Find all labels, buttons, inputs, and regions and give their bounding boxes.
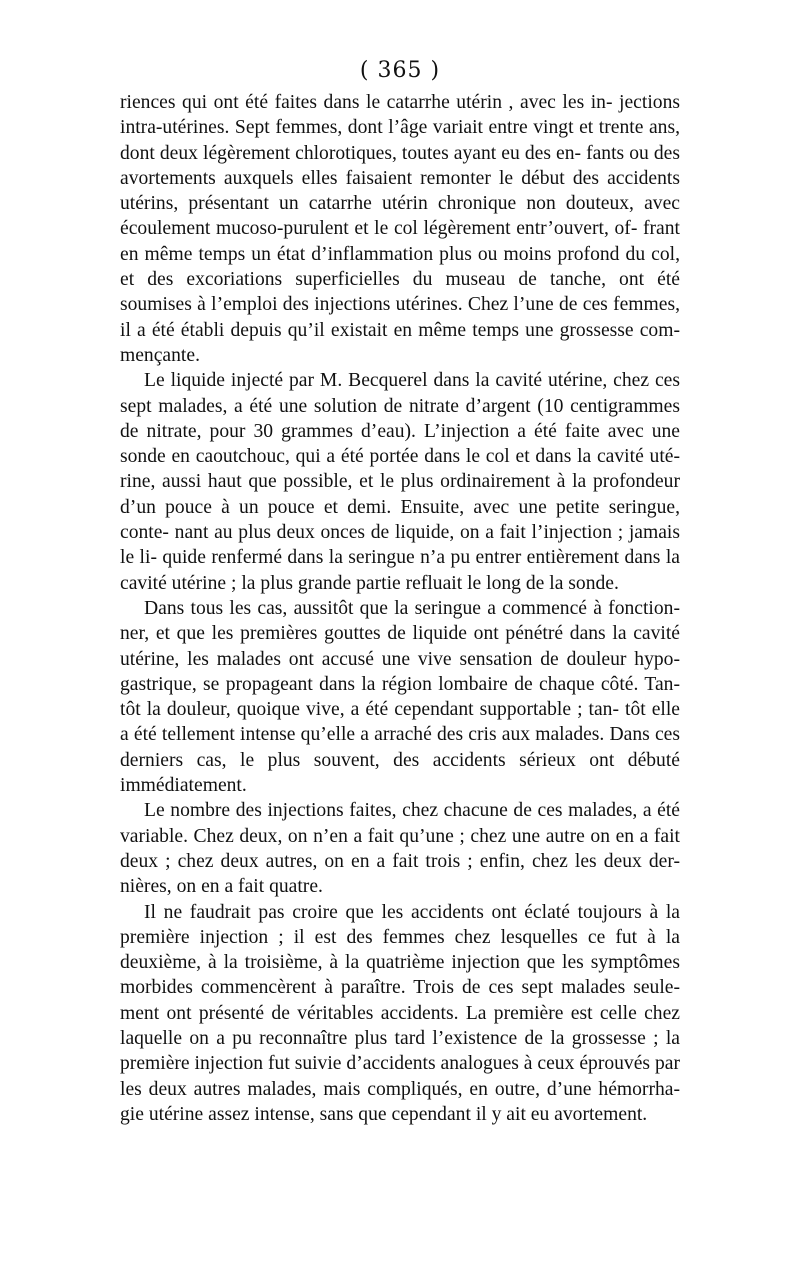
page-number: ( 365 ) xyxy=(359,58,441,83)
body-text xyxy=(120,90,680,1127)
paragraph: Il ne faudrait pas croire que les accidents ont éclaté toujours à la première injection ; il est des femmes chez lesquelles ce fut à la deuxième, à la troisième, à la quatrième injection que les symptômes morbides commencèrent à paraître. Trois de ces sept malades seule- ment ont présenté de véritables accidents. La première est celle chez laquelle on a pu reconnaître plus tard l’existence de la grossesse ; la première injection fut suivie d’accidents analogues à ceux éprouvés par les deux autres malades, mais compliqués, en outre, d’une hémorrha- gie utérine assez intense, sans que cependant il y ait eu avortement. xyxy=(120,901,680,1125)
paragraph: riences qui ont été faites dans le catarrhe utérin , avec les in- jections intra-utérines. Sept femmes, dont l’âge variait entre vingt et trente ans, dont deux légèrement chlorotiques, toutes ayant eu des en- fants ou des avortements auxquels elles faisaient remonter le début des accidents utérins, présentant un catarrhe utérin chronique non douteux, avec écoulement mucoso-purulent et le col légèrement entr’ouvert, of- frant en même temps un état d’inflammation plus ou moins profond du col, et des excoriations superficielles du museau de tanche, ont été soumises à l’emploi des injections utérines. Chez l’une de ces femmes, il a été établi depuis qu’il existait en même temps une grossesse com- mençante. xyxy=(120,92,680,366)
paragraph: Le liquide injecté par M. Becquerel dans la cavité utérine, chez ces sept malades, a été une solution de nitrate d’argent (10 centigrammes de nitrate, pour 30 grammes d’eau). L’injection a été faite avec une sonde en caoutchouc, qui a été portée dans le col et dans la cavité uté- rine, aussi haut que possible, et le plus ordinairement à la profondeur d’un pouce à un pouce et demi. Ensuite, avec une petite seringue, conte- nant au plus deux onces de liquide, on a fait l’injection ; jamais le li- quide renfermé dans la seringue n’a pu entrer entièrement dans la cavité utérine ; la plus grande partie refluait le long de la sonde. xyxy=(120,370,680,594)
paragraph: Le nombre des injections faites, chez chacune de ces malades, a été variable. Chez deux, on n’en a fait qu’une ; chez une autre on en a fait deux ; chez deux autres, on en a fait trois ; enfin, chez les deux der- nières, on en a fait quatre. xyxy=(120,800,680,898)
paragraph: Dans tous les cas, aussitôt que la seringue a commencé à fonction- ner, et que les premières gouttes de liquide ont pénétré dans la cavité utérine, les malades ont accusé une vive sensation de douleur hypo- gastrique, se propageant dans la région lombaire de chaque côté. Tan- tôt la douleur, quoique vive, a été cependant supportable ; tan- tôt elle a été tellement intense qu’elle a arraché des cris aux malades. Dans ces derniers cas, le plus souvent, des accidents sérieux ont débuté immédiatement. xyxy=(120,597,680,797)
